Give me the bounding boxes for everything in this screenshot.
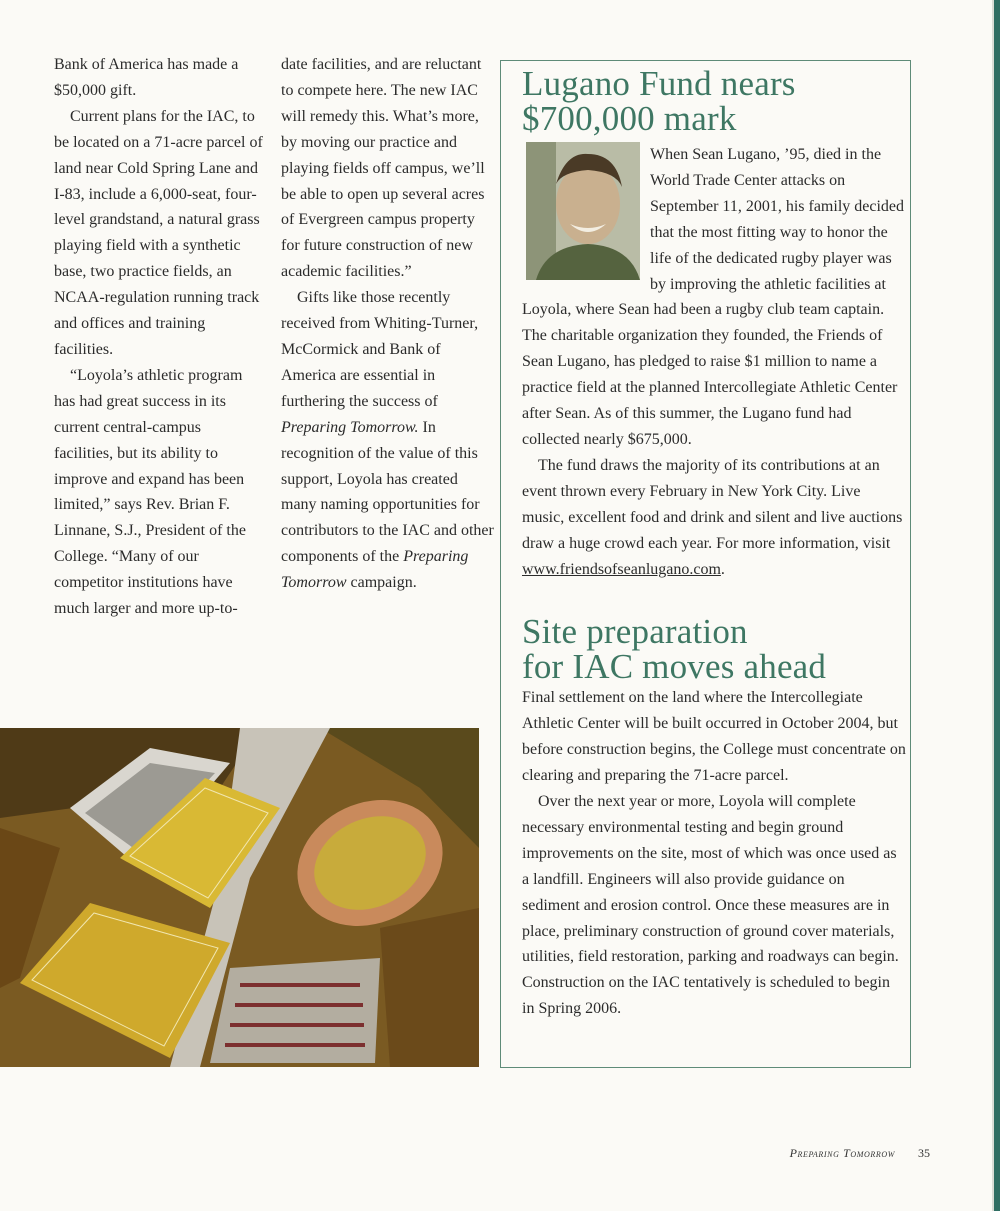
stadium-rendering [0, 728, 479, 1067]
text-run: campaign. [346, 574, 417, 592]
headline-site-preparation [522, 612, 906, 687]
body-column-1 [54, 52, 264, 622]
paragraph [281, 285, 495, 596]
sidebar-box [500, 60, 911, 1068]
paragraph: “Loyola’s athletic program has had great success in its current central-campus facilities, but its ability to improve and expand has been limited,” says Rev. Brian F. Linnane, S.J., President of the College. “Many of our competitor institutions have much larger and more up-to- [54, 366, 246, 618]
body-column-2 [281, 52, 495, 596]
headline-lugano-fund [522, 61, 906, 136]
headline-line: Lugano Fund nears [522, 64, 796, 103]
paragraph: date facilities, and are reluctant to compete here. The new IAC will remedy this. What’s more, by moving our practice and playing fields off campus, we’ll be able to open up several acres of Evergreen campus property for future construction of new academic facilities.” [281, 56, 485, 281]
paragraph: Final settlement on the land where the Intercollegiate Athletic Center will be built occurred in October 2004, but before construction begins, the College must concentrate on clearing and preparing the 71-acre parcel. [522, 689, 906, 785]
text-run: . [720, 560, 725, 578]
paragraph: Current plans for the IAC, to be located on a 71-acre parcel of land near Cold Spring Lane and I-83, include a 6,000-seat, four-level grandstand, a natural grass playing field with a synthetic base, two practice fields, an NCAA-regulation running track and offices and training facilities. [54, 107, 263, 358]
sidebar-content [522, 61, 906, 1022]
portrait-drawing [526, 142, 640, 280]
page-number: 35 [918, 1146, 930, 1160]
headline-line: $700,000 mark [522, 99, 737, 138]
paragraph: Over the next year or more, Loyola will complete necessary environmental testing and begin ground improvements on the site, most of which was once used as a landfill. Engineers will also provide guidance on sediment and erosion control. Once these measures are in place, preliminary construction of ground cover materials, utilities, field restoration, parking and roadways can begin. Construction on the IAC tentatively is scheduled to begin in Spring 2006. [522, 793, 899, 1018]
running-head: Preparing Tomorrow [789, 1146, 895, 1160]
headline-line: Site preparation [522, 612, 748, 652]
text-run: The fund draws the majority of its contributions at an event thrown every February in New York City. Live music, excellent food and drink and silent and live auctions draw a huge crowd each year. For more information, visit [522, 456, 903, 552]
paragraph: When Sean Lugano, ’95, died in the World Trade Center attacks on September 11, 2001, his family decided that the most fitting way to honor the life of the dedicated rugby player was by improving the athletic facilities at Loyola, where Sean had been a rugby club team captain. The charitable organization they founded, the Friends of Sean Lugano, has pledged to raise $1 million to name a practice field at the planned Intercollegiate Athletic Center after Sean. As of this summer, the Lugano fund had collected nearly $675,000. [522, 146, 905, 448]
page-edge-band [994, 0, 1000, 1211]
sean-lugano-portrait [526, 142, 640, 280]
aerial-site-illustration [0, 728, 479, 1067]
text-run: In recognition of the value of this support, Loyola has created many naming opportunities for contributors to the IAC and other components of the [281, 418, 494, 566]
page-footer [720, 1146, 930, 1161]
campaign-name-italic: Preparing Tomorrow [281, 548, 469, 592]
headline-line: for IAC moves ahead [522, 647, 827, 687]
friends-of-sean-lugano-link[interactable]: www.friendsofseanlugano.com [522, 560, 721, 578]
paragraph: Bank of America has made a $50,000 gift. [54, 56, 239, 99]
paragraph [522, 453, 906, 583]
campaign-name-italic: Preparing Tomorrow. [281, 418, 419, 436]
text-run: Gifts like those recently received from Whiting-Turner, McCormick and Bank of America are essential in furthering the success of [281, 289, 479, 410]
